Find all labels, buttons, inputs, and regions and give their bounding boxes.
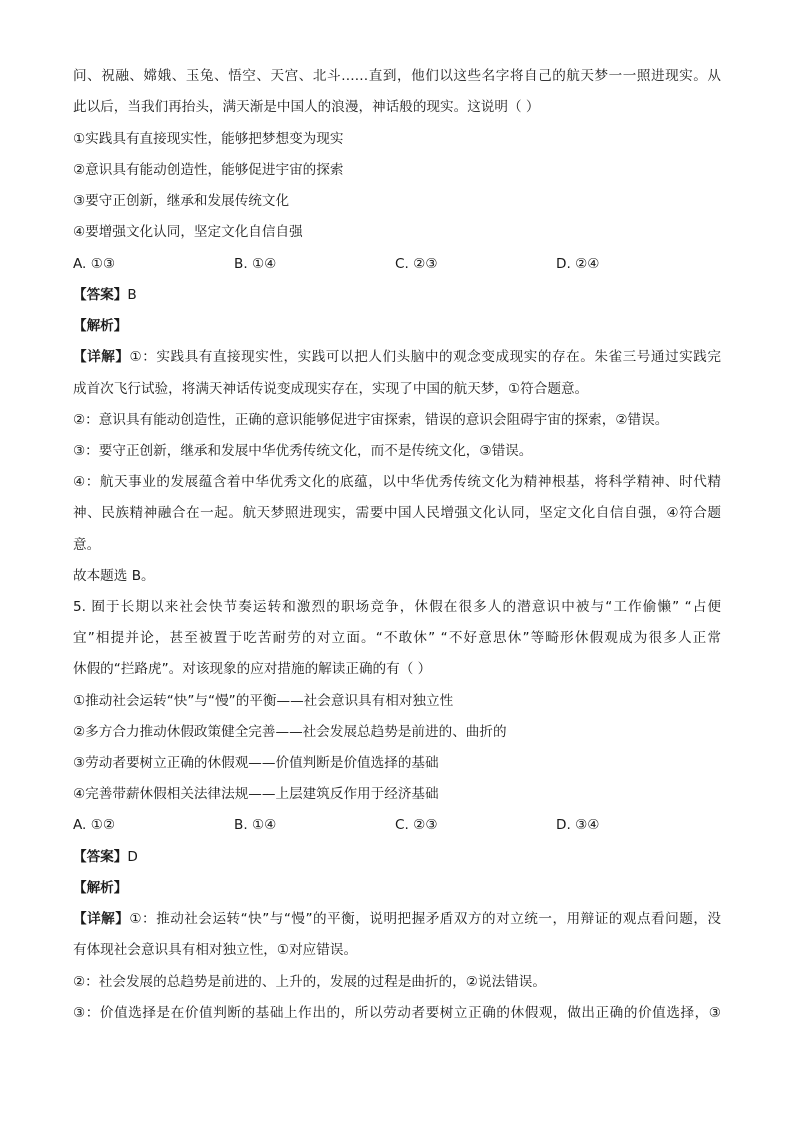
q4-stem-line-1: 问、祝融、嫦娥、玉兔、悟空、天宫、北斗……直到，他们以这些名字将自己的航天梦一一照进现实。从 [73, 68, 721, 84]
q4-detail-line-6: 神、民族精神融合在一起。航天梦照进现实，需要中国人民增强文化认同，坚定文化自信自强，④符合题 [73, 505, 721, 521]
q4-answer-tag: 【答案】 [73, 287, 128, 303]
q5-option-c: C. ②③ [395, 817, 438, 833]
q5-analysis-tag: 【解析】 [73, 880, 128, 896]
q5-option-d: D. ③④ [556, 817, 600, 833]
q4-statement-4: ④要增强文化认同，坚定文化自信自强 [73, 224, 303, 240]
q5-option-a: A. ①② [73, 817, 116, 833]
q4-detail-line-2: 成首次飞行试验，将满天神话传说变成现实存在，实现了中国的航天梦，①符合题意。 [73, 381, 589, 397]
q5-statement-2: ②多方合力推动休假政策健全完善——社会发展总趋势是前进的、曲折的 [73, 724, 507, 740]
q5-statement-3: ③劳动者要树立正确的休假观——价值判断是价值选择的基础 [73, 755, 439, 771]
q4-detail-line-5: ④：航天事业的发展蕴含着中华优秀文化的底蕴，以中华优秀传统文化为精神根基，将科学精神、时代精 [73, 474, 721, 490]
q4-detail-line-7: 意。 [73, 537, 101, 553]
q5-statement-4: ④完善带薪休假相关法律法规——上层建筑反作用于经济基础 [73, 786, 439, 802]
q5-answer-tag: 【答案】 [73, 849, 128, 865]
q5-stem-line-3: 休假的“拦路虎”。对该现象的应对措施的解读正确的有（ ） [73, 661, 432, 677]
q4-option-a: A. ①③ [73, 256, 116, 272]
q4-conclusion: 故本题选 B。 [73, 568, 155, 584]
q5-detail-line-4: ③：价值选择是在价值判断的基础上作出的，所以劳动者要树立正确的休假观，做出正确的价值选择，③ [73, 1005, 721, 1021]
q4-detail-tag: 【详解】 [73, 349, 130, 365]
q5-detail-line-1 [73, 909, 721, 929]
q4-option-c: C. ②③ [395, 256, 438, 272]
q4-detail-line-3: ②：意识具有能动创造性，正确的意识能够促进宇宙探索，错误的意识会阻碍宇宙的探索，②错误。 [73, 412, 669, 428]
q4-analysis-tag: 【解析】 [73, 318, 128, 334]
q5-detail-line-3: ②：社会发展的总趋势是前进的、上升的，发展的过程是曲折的，②说法错误。 [73, 974, 546, 990]
q4-answer-value: B [127, 287, 137, 303]
q4-detail-text-1: ①：实践具有直接现实性，实践可以把人们头脑中的观念变成现实的存在。朱雀三号通过实践完 [129, 349, 722, 365]
q5-option-b: B. ①④ [234, 817, 277, 833]
q4-statement-1: ①实践具有直接现实性，能够把梦想变为现实 [73, 131, 344, 147]
q5-answer [73, 847, 138, 867]
q4-statement-3: ③要守正创新，继承和发展传统文化 [73, 193, 290, 209]
q5-statement-1: ①推动社会运转“快”与“慢”的平衡——社会意识具有相对独立性 [73, 693, 454, 709]
q4-option-b: B. ①④ [234, 256, 277, 272]
q5-answer-value: D [127, 849, 138, 865]
q4-stem-line-2: 此以后，当我们再抬头，满天渐是中国人的浪漫，神话般的现实。这说明（ ） [73, 99, 540, 115]
q5-detail-tag: 【详解】 [73, 911, 130, 927]
q4-detail-line-1 [73, 347, 721, 367]
q4-statement-2: ②意识具有能动创造性，能够促进宇宙的探索 [73, 162, 344, 178]
q5-stem-line-2: 宜”相提并论，甚至被置于吃苦耐劳的对立面。“不敢休” “不好意思休”等畸形休假观成为很多人正常 [73, 630, 721, 646]
q5-detail-text-1: ①：推动社会运转“快”与“慢”的平衡，说明把握矛盾双方的对立统一，用辩证的观点看问题，没 [129, 911, 721, 927]
q4-answer [73, 285, 137, 305]
q4-option-d: D. ②④ [556, 256, 600, 272]
q5-stem-line-1: 5. 囿于长期以来社会快节奏运转和激烈的职场竞争，休假在很多人的潜意识中被与“工作偷懒” “占便 [73, 599, 721, 615]
q5-detail-line-2: 有体现社会意识具有相对独立性，①对应错误。 [73, 942, 358, 958]
q4-detail-line-4: ③：要守正创新，继承和发展中华优秀传统文化，而不是传统文化，③错误。 [73, 443, 533, 459]
